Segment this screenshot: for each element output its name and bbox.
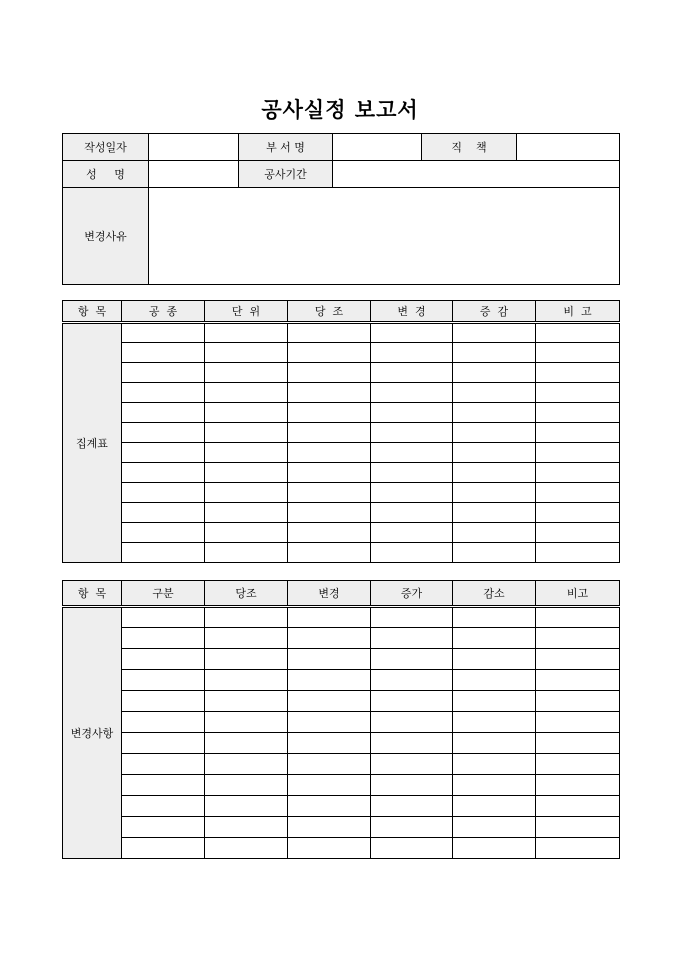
table-cell[interactable] — [453, 363, 536, 383]
table-cell[interactable] — [122, 754, 205, 775]
table-row — [63, 483, 620, 503]
table-cell[interactable] — [536, 483, 620, 503]
table-row — [63, 423, 620, 443]
table-cell[interactable] — [453, 733, 536, 754]
table-cell[interactable] — [453, 670, 536, 691]
changes-header-cell: 항 목 — [63, 581, 122, 607]
table-cell[interactable] — [122, 607, 205, 628]
table-cell[interactable] — [453, 649, 536, 670]
summary-row-label: 집계표 — [63, 323, 122, 563]
table-cell[interactable] — [288, 712, 371, 733]
table-cell[interactable] — [288, 754, 371, 775]
changes-header-cell: 비고 — [536, 581, 620, 607]
table-row — [63, 343, 620, 363]
table-cell[interactable] — [288, 733, 371, 754]
table-cell[interactable] — [288, 363, 371, 383]
table-cell[interactable] — [453, 503, 536, 523]
table-row — [63, 775, 620, 796]
table-cell[interactable] — [288, 483, 371, 503]
table-cell[interactable] — [536, 607, 620, 628]
table-cell[interactable] — [205, 423, 288, 443]
period-field[interactable] — [333, 161, 620, 188]
table-cell[interactable] — [288, 423, 371, 443]
table-row — [63, 712, 620, 733]
table-cell[interactable] — [453, 754, 536, 775]
table-cell[interactable] — [205, 796, 288, 817]
changes-header-cell: 증가 — [371, 581, 453, 607]
table-cell[interactable] — [536, 628, 620, 649]
table-cell[interactable] — [205, 754, 288, 775]
table-row — [63, 443, 620, 463]
summary-header-cell: 변 경 — [371, 301, 453, 323]
table-cell[interactable] — [288, 323, 371, 343]
table-row — [63, 670, 620, 691]
name-field[interactable] — [149, 161, 239, 188]
table-cell[interactable] — [288, 670, 371, 691]
table-cell[interactable] — [536, 754, 620, 775]
changes-table — [62, 580, 620, 859]
table-cell[interactable] — [371, 483, 453, 503]
table-row — [63, 733, 620, 754]
table-cell[interactable] — [205, 363, 288, 383]
table-row — [63, 817, 620, 838]
summary-header-cell: 증 감 — [453, 301, 536, 323]
table-cell[interactable] — [536, 796, 620, 817]
table-cell[interactable] — [536, 838, 620, 859]
table-cell[interactable] — [205, 817, 288, 838]
changes-header-row — [63, 581, 620, 607]
summary-header-row — [63, 301, 620, 323]
table-cell[interactable] — [205, 523, 288, 543]
table-cell[interactable] — [536, 523, 620, 543]
table-cell[interactable] — [205, 712, 288, 733]
table-cell[interactable] — [536, 343, 620, 363]
table-cell[interactable] — [536, 712, 620, 733]
table-cell[interactable] — [205, 543, 288, 563]
table-cell[interactable] — [453, 323, 536, 343]
summary-header-cell: 항 목 — [63, 301, 122, 323]
table-cell[interactable] — [122, 670, 205, 691]
table-cell[interactable] — [205, 343, 288, 363]
table-cell[interactable] — [536, 323, 620, 343]
reason-label: 변경사유 — [63, 188, 149, 285]
table-cell[interactable] — [536, 670, 620, 691]
table-cell[interactable] — [122, 775, 205, 796]
table-cell[interactable] — [453, 343, 536, 363]
name-label: 성 명 — [63, 161, 149, 188]
table-cell[interactable] — [371, 607, 453, 628]
table-cell[interactable] — [205, 607, 288, 628]
table-cell[interactable] — [453, 383, 536, 403]
table-cell[interactable] — [536, 363, 620, 383]
table-cell[interactable] — [371, 670, 453, 691]
table-cell[interactable] — [122, 503, 205, 523]
changes-row-label: 변경사항 — [63, 607, 122, 859]
table-cell[interactable] — [371, 323, 453, 343]
table-cell[interactable] — [288, 691, 371, 712]
table-cell[interactable] — [205, 503, 288, 523]
table-row — [63, 649, 620, 670]
summary-header-cell: 공 종 — [122, 301, 205, 323]
table-row — [63, 323, 620, 343]
changes-header-cell: 구분 — [122, 581, 205, 607]
changes-header-cell: 변경 — [288, 581, 371, 607]
position-label: 직 책 — [422, 134, 517, 161]
table-cell[interactable] — [205, 463, 288, 483]
table-cell[interactable] — [122, 443, 205, 463]
table-row — [63, 838, 620, 859]
written-date-field[interactable] — [149, 134, 239, 161]
table-cell[interactable] — [122, 403, 205, 423]
table-cell[interactable] — [288, 343, 371, 363]
table-cell[interactable] — [122, 691, 205, 712]
table-cell[interactable] — [122, 649, 205, 670]
table-row — [63, 543, 620, 563]
period-label: 공사기간 — [239, 161, 333, 188]
table-row — [63, 754, 620, 775]
info-row-1 — [63, 134, 620, 161]
table-cell[interactable] — [453, 712, 536, 733]
table-cell[interactable] — [371, 543, 453, 563]
table-row — [63, 363, 620, 383]
table-row — [63, 691, 620, 712]
table-cell[interactable] — [205, 649, 288, 670]
department-label: 부 서 명 — [239, 134, 333, 161]
table-row — [63, 628, 620, 649]
table-cell[interactable] — [453, 543, 536, 563]
table-cell[interactable] — [288, 543, 371, 563]
table-row — [63, 383, 620, 403]
table-row — [63, 503, 620, 523]
table-cell[interactable] — [205, 443, 288, 463]
table-cell[interactable] — [288, 443, 371, 463]
written-date-label: 작성일자 — [63, 134, 149, 161]
summary-header-cell: 당 조 — [288, 301, 371, 323]
table-cell[interactable] — [453, 443, 536, 463]
table-cell[interactable] — [205, 838, 288, 859]
table-cell[interactable] — [122, 483, 205, 503]
table-cell[interactable] — [371, 796, 453, 817]
table-cell[interactable] — [122, 796, 205, 817]
table-cell[interactable] — [122, 463, 205, 483]
table-cell[interactable] — [371, 523, 453, 543]
table-cell[interactable] — [536, 817, 620, 838]
table-cell[interactable] — [371, 817, 453, 838]
info-row-2 — [63, 161, 620, 188]
table-cell[interactable] — [122, 343, 205, 363]
table-cell[interactable] — [536, 423, 620, 443]
table-cell[interactable] — [122, 323, 205, 343]
table-cell[interactable] — [453, 775, 536, 796]
table-cell[interactable] — [205, 691, 288, 712]
table-row — [63, 403, 620, 423]
table-cell[interactable] — [122, 838, 205, 859]
table-cell[interactable] — [371, 403, 453, 423]
table-cell[interactable] — [371, 503, 453, 523]
table-cell[interactable] — [288, 383, 371, 403]
table-cell[interactable] — [453, 796, 536, 817]
table-cell[interactable] — [205, 483, 288, 503]
summary-header-cell: 비 고 — [536, 301, 620, 323]
table-cell[interactable] — [371, 628, 453, 649]
table-cell[interactable] — [288, 403, 371, 423]
table-cell[interactable] — [371, 649, 453, 670]
page-title: 공사실정 보고서 — [261, 98, 419, 122]
table-cell[interactable] — [371, 712, 453, 733]
department-field[interactable] — [333, 134, 422, 161]
table-cell[interactable] — [453, 817, 536, 838]
table-cell[interactable] — [122, 543, 205, 563]
table-cell[interactable] — [453, 607, 536, 628]
table-cell[interactable] — [122, 423, 205, 443]
table-cell[interactable] — [371, 423, 453, 443]
table-cell[interactable] — [122, 817, 205, 838]
table-cell[interactable] — [371, 463, 453, 483]
table-cell[interactable] — [536, 463, 620, 483]
table-cell[interactable] — [122, 383, 205, 403]
table-cell[interactable] — [371, 691, 453, 712]
table-cell[interactable] — [371, 733, 453, 754]
table-cell[interactable] — [371, 838, 453, 859]
table-cell[interactable] — [288, 817, 371, 838]
info-row-3 — [63, 188, 620, 285]
table-cell[interactable] — [536, 775, 620, 796]
table-cell[interactable] — [205, 733, 288, 754]
table-cell[interactable] — [288, 775, 371, 796]
table-cell[interactable] — [205, 403, 288, 423]
table-cell[interactable] — [205, 383, 288, 403]
table-cell[interactable] — [288, 607, 371, 628]
changes-header-cell: 감소 — [453, 581, 536, 607]
table-cell[interactable] — [205, 323, 288, 343]
table-cell[interactable] — [453, 691, 536, 712]
table-cell[interactable] — [371, 775, 453, 796]
table-cell[interactable] — [536, 403, 620, 423]
changes-header-cell: 당조 — [205, 581, 288, 607]
table-cell[interactable] — [288, 796, 371, 817]
table-row — [63, 523, 620, 543]
table-cell[interactable] — [536, 443, 620, 463]
table-cell[interactable] — [288, 649, 371, 670]
table-cell[interactable] — [536, 691, 620, 712]
info-table — [62, 133, 620, 285]
table-cell[interactable] — [288, 628, 371, 649]
table-cell[interactable] — [122, 712, 205, 733]
table-cell[interactable] — [453, 483, 536, 503]
table-cell[interactable] — [288, 503, 371, 523]
reason-field[interactable] — [149, 188, 620, 285]
table-cell[interactable] — [205, 628, 288, 649]
table-cell[interactable] — [453, 838, 536, 859]
table-cell[interactable] — [453, 403, 536, 423]
table-cell[interactable] — [453, 523, 536, 543]
table-cell[interactable] — [122, 523, 205, 543]
position-field[interactable] — [517, 134, 620, 161]
table-cell[interactable] — [536, 733, 620, 754]
table-cell[interactable] — [122, 363, 205, 383]
table-cell[interactable] — [288, 463, 371, 483]
table-cell[interactable] — [371, 343, 453, 363]
table-cell[interactable] — [205, 670, 288, 691]
table-cell[interactable] — [453, 628, 536, 649]
table-cell[interactable] — [288, 838, 371, 859]
summary-table — [62, 300, 620, 563]
table-cell[interactable] — [536, 649, 620, 670]
table-cell[interactable] — [536, 383, 620, 403]
table-cell[interactable] — [371, 363, 453, 383]
table-cell[interactable] — [453, 423, 536, 443]
table-row — [63, 607, 620, 628]
summary-header-cell: 단 위 — [205, 301, 288, 323]
table-cell[interactable] — [205, 775, 288, 796]
table-cell[interactable] — [371, 754, 453, 775]
table-cell[interactable] — [453, 463, 536, 483]
table-cell[interactable] — [122, 733, 205, 754]
table-cell[interactable] — [536, 503, 620, 523]
table-row — [63, 796, 620, 817]
table-cell[interactable] — [288, 523, 371, 543]
table-cell[interactable] — [536, 543, 620, 563]
table-cell[interactable] — [122, 628, 205, 649]
table-row — [63, 463, 620, 483]
table-cell[interactable] — [371, 383, 453, 403]
table-cell[interactable] — [371, 443, 453, 463]
